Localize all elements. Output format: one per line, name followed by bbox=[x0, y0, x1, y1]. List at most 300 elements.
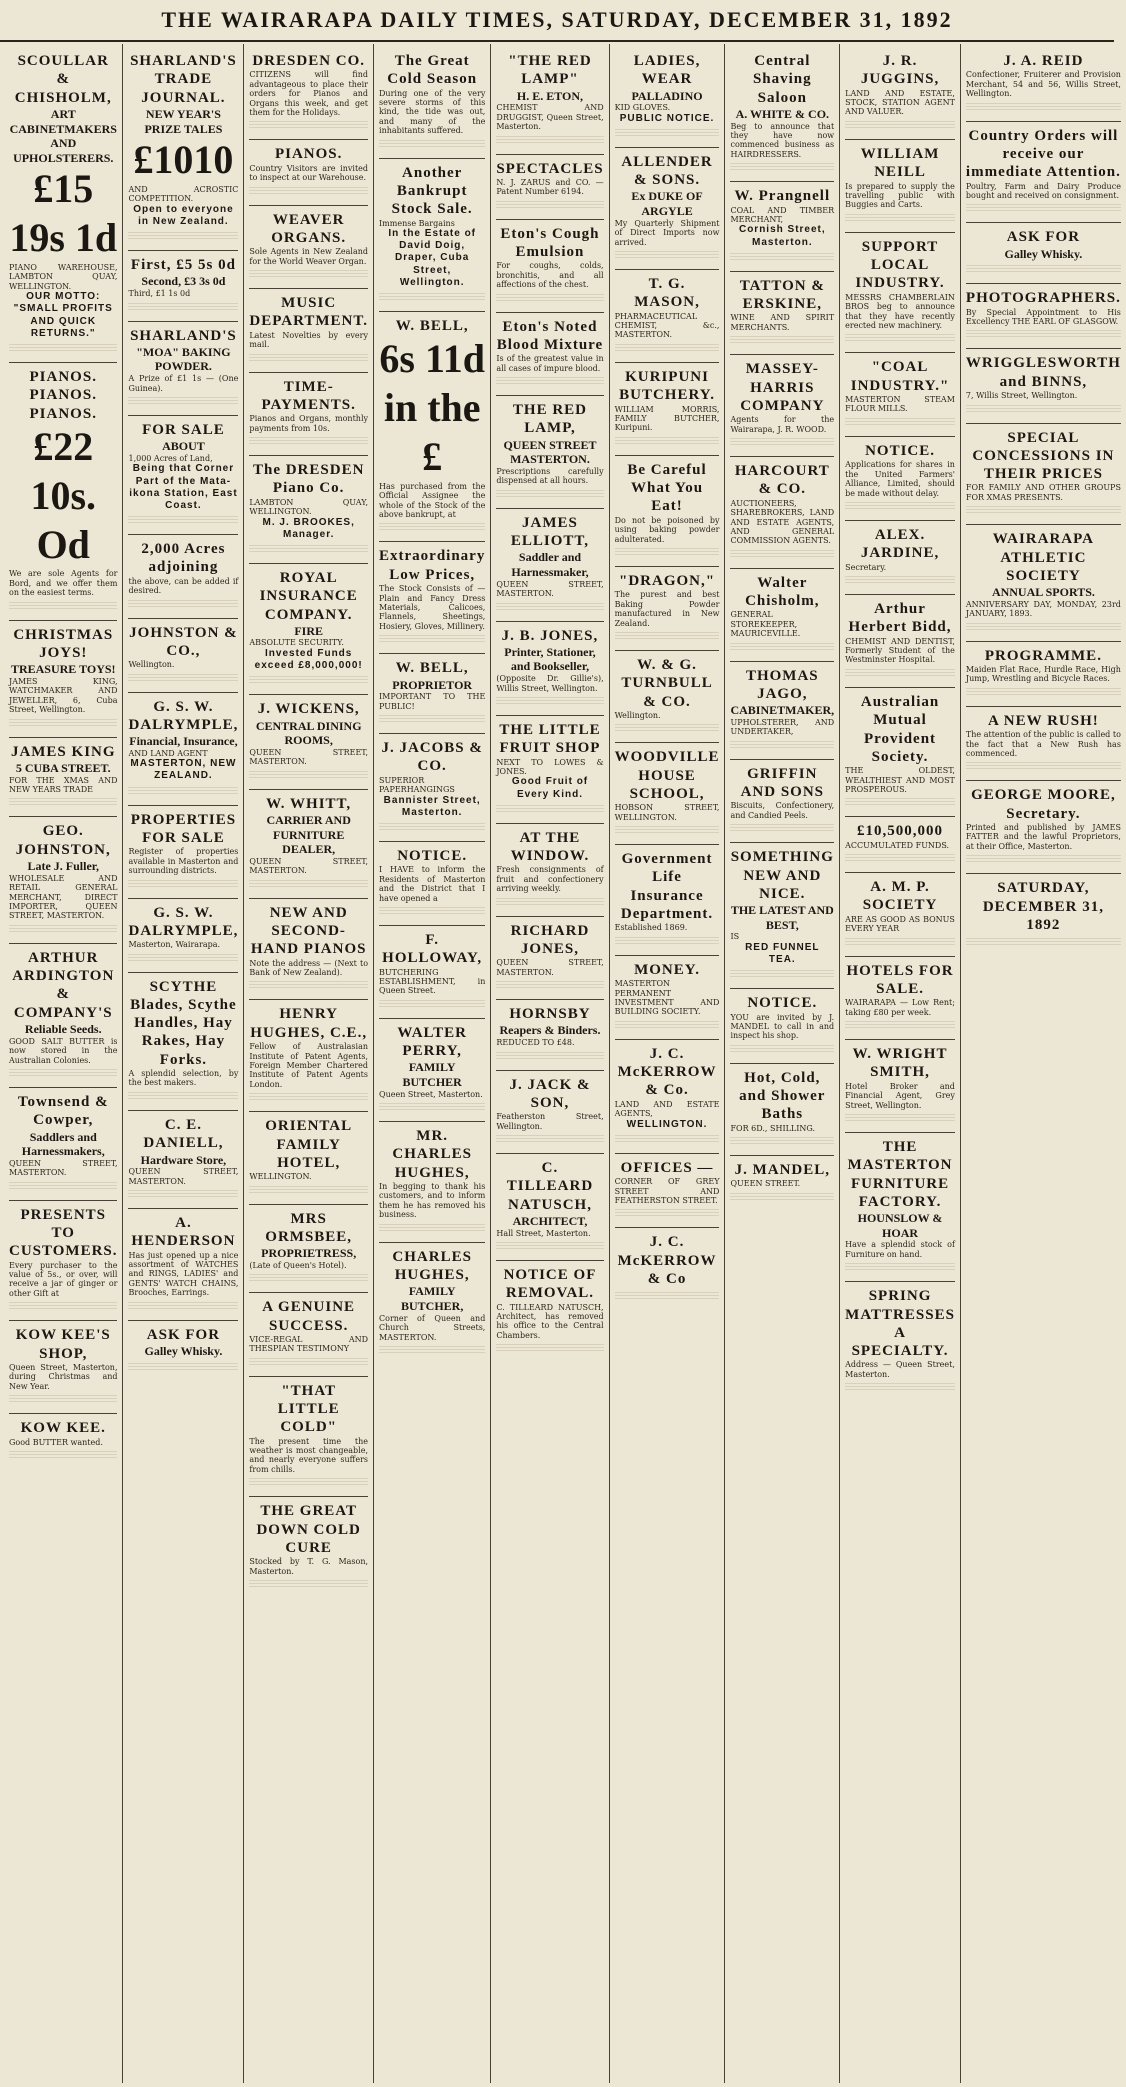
ad-body-text: Confectioner, Fruiterer and Provision Merchant, 54 and 56, Willis Street, Wellington. bbox=[965, 70, 1121, 99]
ad-subheading: A. WHITE & CO. bbox=[735, 106, 830, 121]
advertisement bbox=[128, 47, 238, 251]
small-print-lines bbox=[730, 1045, 834, 1053]
ad-heading: PRESENTS TO CUSTOMERS. bbox=[9, 1206, 118, 1260]
ad-heading: The DRESDEN Piano Co. bbox=[252, 462, 365, 497]
advertisement bbox=[966, 223, 1121, 284]
ad-body-text: Applications for shares in the United Farmers' Alliance, Limited, should be made without delay. bbox=[845, 460, 955, 498]
small-print-lines bbox=[615, 1021, 720, 1029]
advertisement bbox=[845, 47, 955, 140]
ad-extra-line: Invested Funds exceed £8,000,000! bbox=[254, 647, 363, 672]
advertisement bbox=[249, 790, 368, 899]
advertisement bbox=[128, 1111, 238, 1209]
masthead bbox=[0, 0, 1114, 42]
ad-heading: PHOTOGRAPHERS. bbox=[965, 290, 1121, 307]
ad-price: £22 10s. Od bbox=[30, 423, 97, 567]
ad-body-text: QUEEN STREET, MASTERTON. bbox=[249, 856, 369, 876]
small-print-lines bbox=[128, 787, 238, 795]
advertisement bbox=[128, 1209, 238, 1321]
ad-body-text: NEXT TO LOWES & JONES. bbox=[496, 757, 604, 776]
ad-subheading: ABOUT bbox=[162, 439, 205, 454]
ad-heading: J. JACOBS & CO. bbox=[381, 740, 483, 775]
small-print-lines bbox=[730, 741, 834, 749]
small-print-lines bbox=[128, 303, 238, 311]
small-print-lines bbox=[496, 136, 603, 144]
ad-subheading: CENTRAL DINING ROOMS, bbox=[255, 718, 362, 748]
small-print-lines bbox=[249, 1186, 368, 1194]
ad-body-text: QUEEN STREET, MASTERTON. bbox=[128, 1167, 239, 1186]
ad-heading: THE LITTLE FRUIT SHOP bbox=[499, 721, 601, 757]
ad-body-text: WHOLESALE AND RETAIL GENERAL MERCHANT, DIRECT IMPORTER, QUEEN STREET, MASTERTON. bbox=[9, 873, 118, 921]
ad-heading: AT THE WINDOW. bbox=[510, 829, 590, 865]
ad-heading: J. WICKENS, bbox=[257, 701, 360, 718]
small-print-lines bbox=[496, 490, 603, 498]
ad-body-text: COAL AND TIMBER MERCHANT, bbox=[730, 205, 835, 224]
ad-heading: JAMES KING bbox=[10, 743, 116, 760]
advertisement bbox=[615, 743, 720, 845]
ad-body-text: The Stock Consists of — Plain and Fancy Dress Materials, Calicoes, Flannels, Sheetings, Hosiery, Gloves, Millinery. bbox=[379, 584, 486, 631]
small-print-lines bbox=[845, 214, 955, 222]
ad-body-text: Featherston Street, Wellington. bbox=[496, 1112, 604, 1131]
ad-body-text: REDUCED TO £48. bbox=[496, 1038, 575, 1048]
small-print-lines bbox=[9, 925, 117, 933]
ad-subheading: Hardware Store, bbox=[140, 1152, 227, 1167]
ad-body-text: Hall Street, Masterton. bbox=[496, 1228, 591, 1238]
small-print-lines bbox=[249, 1580, 368, 1588]
column-8 bbox=[840, 44, 961, 2083]
ad-body-text: Prescriptions carefully dispensed at all hours. bbox=[496, 466, 604, 486]
advertisement bbox=[730, 760, 834, 843]
advertisement bbox=[9, 1321, 117, 1414]
advertisement bbox=[730, 457, 834, 569]
ad-heading: SCOULLAR & CHISHOLM, bbox=[14, 53, 112, 106]
advertisement bbox=[249, 1112, 368, 1204]
small-print-lines bbox=[966, 623, 1121, 631]
ad-heading: HOTELS FOR SALE. bbox=[846, 962, 954, 997]
ad-heading: A GENUINE SUCCESS. bbox=[262, 1299, 356, 1334]
ad-heading: Eton's Noted Blood Mixture bbox=[496, 318, 604, 353]
small-print-lines bbox=[379, 1103, 485, 1111]
small-print-lines bbox=[615, 724, 720, 732]
small-print-lines bbox=[9, 1069, 117, 1077]
small-print-lines bbox=[9, 344, 117, 352]
small-print-lines bbox=[845, 502, 955, 510]
advertisement bbox=[496, 155, 603, 220]
advertisement bbox=[615, 651, 720, 743]
ad-subheading: Second, £3 3s 0d bbox=[141, 274, 226, 289]
ad-body-text: The purest and best Baking Powder manufactured in New Zealand. bbox=[614, 590, 720, 628]
ad-heading: NEW AND SECOND-HAND PIANOS bbox=[250, 904, 367, 958]
ad-extra-line: Bannister Street, Masterton. bbox=[383, 794, 481, 818]
ad-heading: Walter Chisholm, bbox=[745, 574, 820, 610]
ad-body-text: Fresh consignments of fruit and confectionery arriving weekly. bbox=[496, 865, 604, 894]
small-print-lines bbox=[496, 1344, 603, 1352]
advertisement bbox=[730, 662, 834, 760]
ad-body-text: JAMES KING, WATCHMAKER AND JEWELLER, 6, Cuba Street, Wellington. bbox=[9, 676, 118, 715]
advertisement bbox=[966, 781, 1121, 874]
ad-heading: GRIFFIN AND SONS bbox=[740, 765, 825, 801]
advertisement bbox=[845, 521, 955, 595]
ad-body-text: Wellington. bbox=[614, 710, 661, 720]
ad-subheading: Late J. Fuller, bbox=[27, 859, 100, 873]
small-print-lines bbox=[9, 1395, 117, 1403]
advertisement bbox=[966, 525, 1121, 641]
advertisement bbox=[845, 957, 955, 1040]
ad-body-text: PIANO WAREHOUSE, LAMBTON QUAY, WELLINGTON. bbox=[9, 262, 118, 291]
advertisement bbox=[379, 1019, 485, 1122]
advertisement bbox=[615, 1154, 720, 1229]
advertisement bbox=[9, 621, 117, 738]
ad-heading: ARTHUR ARDINGTON & COMPANY'S bbox=[12, 949, 115, 1021]
small-print-lines bbox=[249, 187, 368, 195]
advertisement bbox=[9, 1088, 117, 1201]
ad-heading: MR. CHARLES HUGHES, bbox=[392, 1128, 472, 1181]
advertisement bbox=[496, 1154, 603, 1261]
ad-heading: G. S. W. DALRYMPLE, bbox=[128, 698, 239, 733]
advertisement bbox=[730, 182, 834, 272]
ad-heading: J. R. JUGGINS, bbox=[860, 53, 940, 88]
small-print-lines bbox=[379, 293, 485, 301]
advertisement bbox=[496, 313, 603, 396]
advertisement bbox=[730, 272, 834, 355]
ad-heading: CHRISTMAS JOYS! bbox=[13, 626, 114, 661]
ad-body-text: Has purchased from the Official Assignee the whole of the Stock of the above bankrupt, at bbox=[379, 481, 486, 520]
ad-subheading: TREASURE TOYS! bbox=[10, 662, 116, 677]
advertisement bbox=[379, 1243, 485, 1364]
ad-body-text: 1,000 Acres of Land, bbox=[128, 453, 213, 463]
advertisement bbox=[128, 535, 238, 618]
small-print-lines bbox=[845, 418, 955, 426]
ad-heading: NOTICE. bbox=[865, 442, 935, 459]
ad-body-text: In begging to thank his customers, and to inform them he has removed his business. bbox=[379, 1182, 486, 1220]
advertisement bbox=[128, 693, 238, 806]
advertisement bbox=[249, 1377, 368, 1498]
ad-heading: HORNSBY bbox=[509, 1006, 591, 1023]
ad-heading: T. G. MASON, bbox=[634, 276, 700, 311]
advertisement bbox=[9, 363, 117, 621]
ad-subheading: Saddler and Harnessmaker, bbox=[511, 550, 589, 580]
column-3 bbox=[244, 44, 374, 2083]
advertisement bbox=[496, 622, 603, 716]
ad-body-text: During one of the very severe storms of this kind, the tide was out, and many of the inhabitants suffered. bbox=[379, 88, 486, 136]
small-print-lines bbox=[496, 1052, 603, 1060]
ad-body-text: Agents for the Wairarapa, J. R. WOOD. bbox=[730, 415, 835, 434]
small-print-lines bbox=[845, 334, 955, 342]
advertisement bbox=[9, 47, 117, 363]
advertisement bbox=[496, 824, 603, 917]
small-print-lines bbox=[249, 121, 368, 129]
advertisement bbox=[9, 1201, 117, 1322]
ad-subheading: Reliable Seeds. bbox=[24, 1022, 102, 1036]
ad-heading: KOW KEE. bbox=[20, 1420, 106, 1437]
advertisement bbox=[128, 899, 238, 973]
ad-extra-line: Open to everyone in New Zealand. bbox=[133, 203, 234, 227]
ad-body-text: Is of the greatest value in all cases of impure blood. bbox=[496, 354, 604, 373]
ad-heading: £10,500,000 bbox=[857, 823, 944, 840]
ad-heading: WALTER PERRY, bbox=[397, 1024, 467, 1060]
ad-body-text: Note the address — (Next to Bank of New Zealand). bbox=[249, 958, 369, 978]
ad-body-text: WELLINGTON. bbox=[249, 1172, 312, 1182]
ad-heading: SPECTACLES bbox=[496, 160, 604, 177]
column-9 bbox=[961, 44, 1126, 2083]
ad-heading: SCYTHE Blades, Scythe Handles, Hay Rakes, Hay Forks. bbox=[130, 978, 237, 1068]
ad-heading: Government Life Insurance Department. bbox=[620, 851, 714, 923]
ad-heading: SPRING MATTRESSES A SPECIALTY. bbox=[845, 1288, 955, 1360]
ad-body-text: LAMBTON QUAY, WELLINGTON. bbox=[249, 497, 369, 517]
ad-heading: G. S. W. DALRYMPLE, bbox=[128, 904, 239, 939]
small-print-lines bbox=[379, 523, 485, 531]
small-print-lines bbox=[845, 1263, 955, 1271]
advertisement bbox=[379, 734, 485, 842]
ad-heading: "DRAGON," bbox=[619, 573, 716, 590]
small-print-lines bbox=[615, 632, 720, 640]
ad-heading: NOTICE. bbox=[747, 995, 818, 1012]
small-print-lines bbox=[845, 1383, 955, 1391]
small-print-lines bbox=[966, 330, 1121, 338]
ad-body-text: LAND AND ESTATE, STOCK, STATION AGENT AND VALUER. bbox=[845, 88, 955, 117]
ad-subheading: H. E. ETON, bbox=[516, 88, 584, 103]
ad-body-text: HOBSON STREET, WELLINGTON. bbox=[614, 803, 720, 822]
advertisement bbox=[249, 1497, 368, 1598]
ad-heading: SPECIAL CONCESSIONS IN THEIR PRICES bbox=[972, 429, 1115, 483]
ad-body-text: MESSRS CHAMBERLAIN BROS beg to announce that they have recently erected new machinery. bbox=[845, 292, 955, 331]
ad-heading: Extraordinary Low Prices, bbox=[379, 548, 486, 583]
ad-body-text: ANNIVERSARY DAY, MONDAY, 23rd JANUARY, 1893. bbox=[965, 599, 1121, 619]
ad-body-text: C. TILLEARD NATUSCH, Architect, has removed his office to the Central Chambers. bbox=[496, 1302, 604, 1340]
advertisement bbox=[496, 396, 603, 509]
advertisement bbox=[128, 806, 238, 899]
advertisement bbox=[730, 569, 834, 662]
ad-body-text: Have a splendid stock of Furniture on hand. bbox=[845, 1240, 955, 1259]
ad-body-text: (Opposite Dr. Gillie's), Willis Street, Wellington. bbox=[496, 674, 604, 693]
column-4 bbox=[374, 44, 491, 2083]
ad-heading: C. TILLEARD NATUSCH, bbox=[506, 1159, 594, 1213]
ad-heading: C. E. DANIELL, bbox=[143, 1116, 224, 1152]
ad-heading: W. BELL, bbox=[395, 660, 469, 677]
ad-heading: SHARLAND'S bbox=[130, 327, 237, 344]
ad-heading: ALEX. JARDINE, bbox=[860, 526, 940, 562]
small-print-lines bbox=[128, 880, 238, 888]
ad-heading: HENRY HUGHES, C.E., bbox=[250, 1006, 368, 1041]
advertisement bbox=[966, 47, 1121, 122]
ad-heading: PROGRAMME. bbox=[984, 647, 1102, 664]
ad-body-text: Good BUTTER wanted. bbox=[9, 1437, 103, 1447]
newspaper-title: THE WAIRARAPA DAILY TIMES, SATURDAY, DECEMBER 31, 1892 bbox=[161, 7, 953, 32]
ad-heading: JOHNSTON & CO., bbox=[129, 624, 238, 659]
small-print-lines bbox=[9, 1302, 117, 1310]
ad-body-text: My Quarterly Shipment of Direct Imports now arrived. bbox=[614, 218, 720, 247]
small-print-lines bbox=[845, 798, 955, 806]
ad-extra-line: M. J. BROOKES, Manager. bbox=[262, 516, 355, 540]
ad-heading: ROYAL INSURANCE COMPANY. bbox=[259, 569, 358, 623]
ad-body-text: QUEEN STREET. bbox=[730, 1179, 801, 1189]
small-print-lines bbox=[845, 1114, 955, 1122]
ad-body-text: QUEEN STREET, MASTERTON. bbox=[249, 747, 369, 767]
ad-body-text: CORNER OF GREY STREET AND FEATHERSTON STREET. bbox=[614, 1177, 720, 1205]
ad-body-text: WINE AND SPIRIT MERCHANTS. bbox=[730, 313, 835, 332]
ad-heading: J. MANDEL, bbox=[734, 1162, 831, 1179]
ad-body-text: Fellow of Australasian Institute of Patent Agents, Foreign Member Chartered Institute of Patent Agents London. bbox=[249, 1042, 369, 1089]
small-print-lines bbox=[615, 129, 720, 137]
ad-body-text: AND LAND AGENT bbox=[128, 748, 208, 758]
small-print-lines bbox=[249, 1478, 368, 1486]
ad-subheading: THE LATEST AND BEST, bbox=[730, 903, 834, 932]
advertisement bbox=[496, 220, 603, 313]
column-7 bbox=[725, 44, 840, 2083]
advertisement bbox=[249, 899, 368, 1001]
small-print-lines bbox=[845, 938, 955, 946]
small-print-lines bbox=[496, 981, 603, 989]
advertisement bbox=[845, 688, 955, 818]
small-print-lines bbox=[730, 336, 834, 344]
advertisement bbox=[845, 1133, 955, 1282]
small-print-lines bbox=[379, 1346, 485, 1354]
ad-body-text: the above, can be added if desired. bbox=[128, 576, 239, 596]
ad-body-text: Poultry, Farm and Dairy Produce bought and received on consignment. bbox=[965, 181, 1121, 200]
ad-heading: The Great Cold Season bbox=[387, 53, 478, 88]
ad-heading: WEAVER ORGANS. bbox=[271, 211, 347, 246]
small-print-lines bbox=[128, 1363, 238, 1371]
small-print-lines bbox=[615, 548, 720, 556]
ad-body-text: BUTCHERING ESTABLISHMENT, in Queen Street. bbox=[379, 967, 486, 996]
small-print-lines bbox=[128, 397, 238, 405]
advertisement bbox=[249, 695, 368, 789]
advertisement bbox=[845, 353, 955, 436]
small-print-lines bbox=[615, 251, 720, 259]
small-print-lines bbox=[496, 898, 603, 906]
small-print-lines bbox=[966, 506, 1121, 514]
ad-body-text: KID GLOVES. bbox=[614, 103, 671, 113]
advertisement bbox=[496, 509, 603, 622]
ad-body-text: We are sole Agents for Bord, and we offer them on the easiest terms. bbox=[9, 569, 118, 598]
ad-subheading: Saddlers and Harnessmakers, bbox=[21, 1129, 105, 1159]
ad-body-text: Every purchaser to the value of 5s., or over, will receive a jar of ginger or other Gift at bbox=[9, 1260, 118, 1298]
ad-body-text: AND ACROSTIC COMPETITION. bbox=[128, 184, 239, 204]
ad-heading: Arthur Herbert Bidd, bbox=[848, 601, 952, 636]
ad-subheading: PROPRIETOR bbox=[392, 677, 473, 692]
ad-heading: TIME-PAYMENTS. bbox=[261, 378, 356, 413]
ad-price: 6s 11d in the £ bbox=[379, 336, 485, 479]
small-print-lines bbox=[966, 762, 1121, 770]
ad-heading: F. HOLLOWAY, bbox=[382, 931, 483, 967]
small-print-lines bbox=[128, 516, 238, 524]
advertisement bbox=[615, 363, 720, 456]
ad-body-text: UPHOLSTERER, AND UNDERTAKER, bbox=[730, 717, 835, 737]
ad-subheading: ANNUAL SPORTS. bbox=[991, 585, 1095, 600]
ad-body-text: Country Visitors are invited to inspect at our Warehouse. bbox=[249, 163, 369, 183]
ad-body-text: FOR FAMILY AND OTHER GROUPS FOR XMAS PRESENTS. bbox=[965, 483, 1121, 502]
advertisement bbox=[379, 926, 485, 1019]
small-print-lines bbox=[730, 1137, 834, 1145]
ad-body-text: The present time the weather is most changeable, and nearly everyone suffers from chills. bbox=[249, 1436, 369, 1474]
advertisement bbox=[730, 843, 834, 989]
ad-heading: SOMETHING NEW AND NICE. bbox=[730, 849, 834, 902]
ad-body-text: (Late of Queen's Hotel). bbox=[249, 1260, 347, 1270]
advertisement bbox=[845, 233, 955, 354]
ad-subheading: CABINETMAKER, bbox=[730, 703, 835, 718]
ad-heading: OFFICES — bbox=[620, 1159, 714, 1176]
ad-body-text: Established 1869. bbox=[614, 923, 688, 933]
small-print-lines bbox=[249, 1093, 368, 1101]
ad-body-text: FOR 6D., SHILLING. bbox=[730, 1123, 816, 1133]
ad-heading: Central Shaving Saloon bbox=[752, 53, 812, 106]
ad-body-text: CHEMIST AND DENTIST, Formerly Student of the Westminster Hospital. bbox=[845, 636, 955, 665]
ad-subheading: NEW YEAR'S PRIZE TALES bbox=[144, 106, 223, 136]
ad-heading: SATURDAY, DECEMBER 31, 1892 bbox=[982, 880, 1104, 933]
ad-heading: NOTICE OF REMOVAL. bbox=[503, 1266, 597, 1302]
advertisement bbox=[845, 817, 955, 873]
ad-body-text: A splendid selection, by the best makers. bbox=[128, 1069, 239, 1088]
ad-extra-line: Good Fruit of Every Kind. bbox=[511, 776, 589, 800]
ad-heading: KURIPUNI BUTCHERY. bbox=[619, 368, 715, 404]
small-print-lines bbox=[966, 855, 1121, 863]
small-print-lines bbox=[379, 823, 485, 831]
small-print-lines bbox=[128, 232, 238, 240]
advertisement bbox=[845, 1040, 955, 1133]
ad-heading: W. WHITT, bbox=[266, 795, 352, 812]
advertisement bbox=[845, 437, 955, 521]
ad-heading: J. B. JONES, bbox=[501, 627, 599, 644]
advertisement bbox=[615, 1040, 720, 1154]
advertisement bbox=[966, 874, 1121, 956]
ad-subheading: "MOA" BAKING POWDER. bbox=[136, 344, 231, 374]
advertisement bbox=[615, 1228, 720, 1310]
ad-body-text: Immense Bargains bbox=[379, 218, 455, 228]
ad-body-text: By Special Appointment to His Excellency THE EARL OF GLASGOW. bbox=[965, 307, 1121, 327]
ad-body-text: Is prepared to supply the travelling public with Buggies and Carts. bbox=[845, 181, 955, 210]
small-print-lines bbox=[966, 265, 1121, 273]
small-print-lines bbox=[730, 1193, 834, 1201]
advertisement bbox=[128, 619, 238, 693]
small-print-lines bbox=[496, 1242, 603, 1250]
ad-body-text: Pianos and Organs, monthly payments from 10s. bbox=[249, 414, 369, 433]
advertisement bbox=[615, 567, 720, 651]
advertisement bbox=[496, 1071, 603, 1154]
ad-body-text: VICE-REGAL AND THESPIAN TESTIMONY bbox=[249, 1334, 369, 1354]
ad-body-text: ABSOLUTE SECURITY. bbox=[249, 638, 344, 648]
advertisement bbox=[249, 373, 368, 456]
small-print-lines bbox=[249, 771, 368, 779]
ad-body-text: Hotel Broker and Financial Agent, Grey Street, Wellington. bbox=[845, 1081, 955, 1110]
advertisement bbox=[845, 873, 955, 956]
small-print-lines bbox=[966, 204, 1121, 212]
ad-body-text: 7, Willis Street, Wellington. bbox=[965, 391, 1078, 401]
small-print-lines bbox=[249, 676, 368, 684]
advertisement bbox=[128, 416, 238, 535]
ad-subheading: QUEEN STREET MASTERTON. bbox=[503, 437, 597, 467]
small-print-lines bbox=[249, 1274, 368, 1282]
ad-body-text: Register of properties available in Masterton and surrounding districts. bbox=[128, 847, 239, 876]
ad-heading: WOODVILLE HOUSE SCHOOL, bbox=[614, 749, 720, 802]
ad-heading: A NEW RUSH! bbox=[988, 712, 1099, 729]
ad-body-text: MASTERTON STEAM FLOUR MILLS. bbox=[845, 395, 955, 414]
ad-body-text: YOU are invited by J. MANDEL to call in and inspect his shop. bbox=[730, 1012, 835, 1041]
ad-body-text: LAND AND ESTATE AGENTS, bbox=[614, 1099, 720, 1119]
advertisement bbox=[845, 140, 955, 233]
small-print-lines bbox=[249, 437, 368, 445]
ad-subheading: 5 CUBA STREET. bbox=[15, 760, 111, 775]
ad-extra-line: RED FUNNEL TEA. bbox=[745, 941, 820, 966]
ad-extra-line: Being that Corner Part of the Mata-ikona Station, East Coast. bbox=[129, 463, 238, 511]
ad-heading: Townsend & Cowper, bbox=[17, 1093, 109, 1129]
ad-subheading: ARCHITECT, bbox=[512, 1213, 588, 1228]
ad-heading: ALLENDER & SONS. bbox=[621, 153, 713, 189]
small-print-lines bbox=[9, 602, 117, 610]
ad-subheading: HOUNSLOW & HOAR bbox=[857, 1211, 943, 1240]
ad-heading: ORIENTAL FAMILY HOTEL, bbox=[265, 1118, 353, 1171]
ad-heading: Eton's Cough Emulsion bbox=[500, 225, 600, 260]
advertisement bbox=[730, 1156, 834, 1211]
ad-body-text: Has just opened up a nice assortment of WATCHES and RINGS, LADIES' and GENTS' WATCH CHAINS, Brooches, Earrings. bbox=[128, 1250, 239, 1298]
